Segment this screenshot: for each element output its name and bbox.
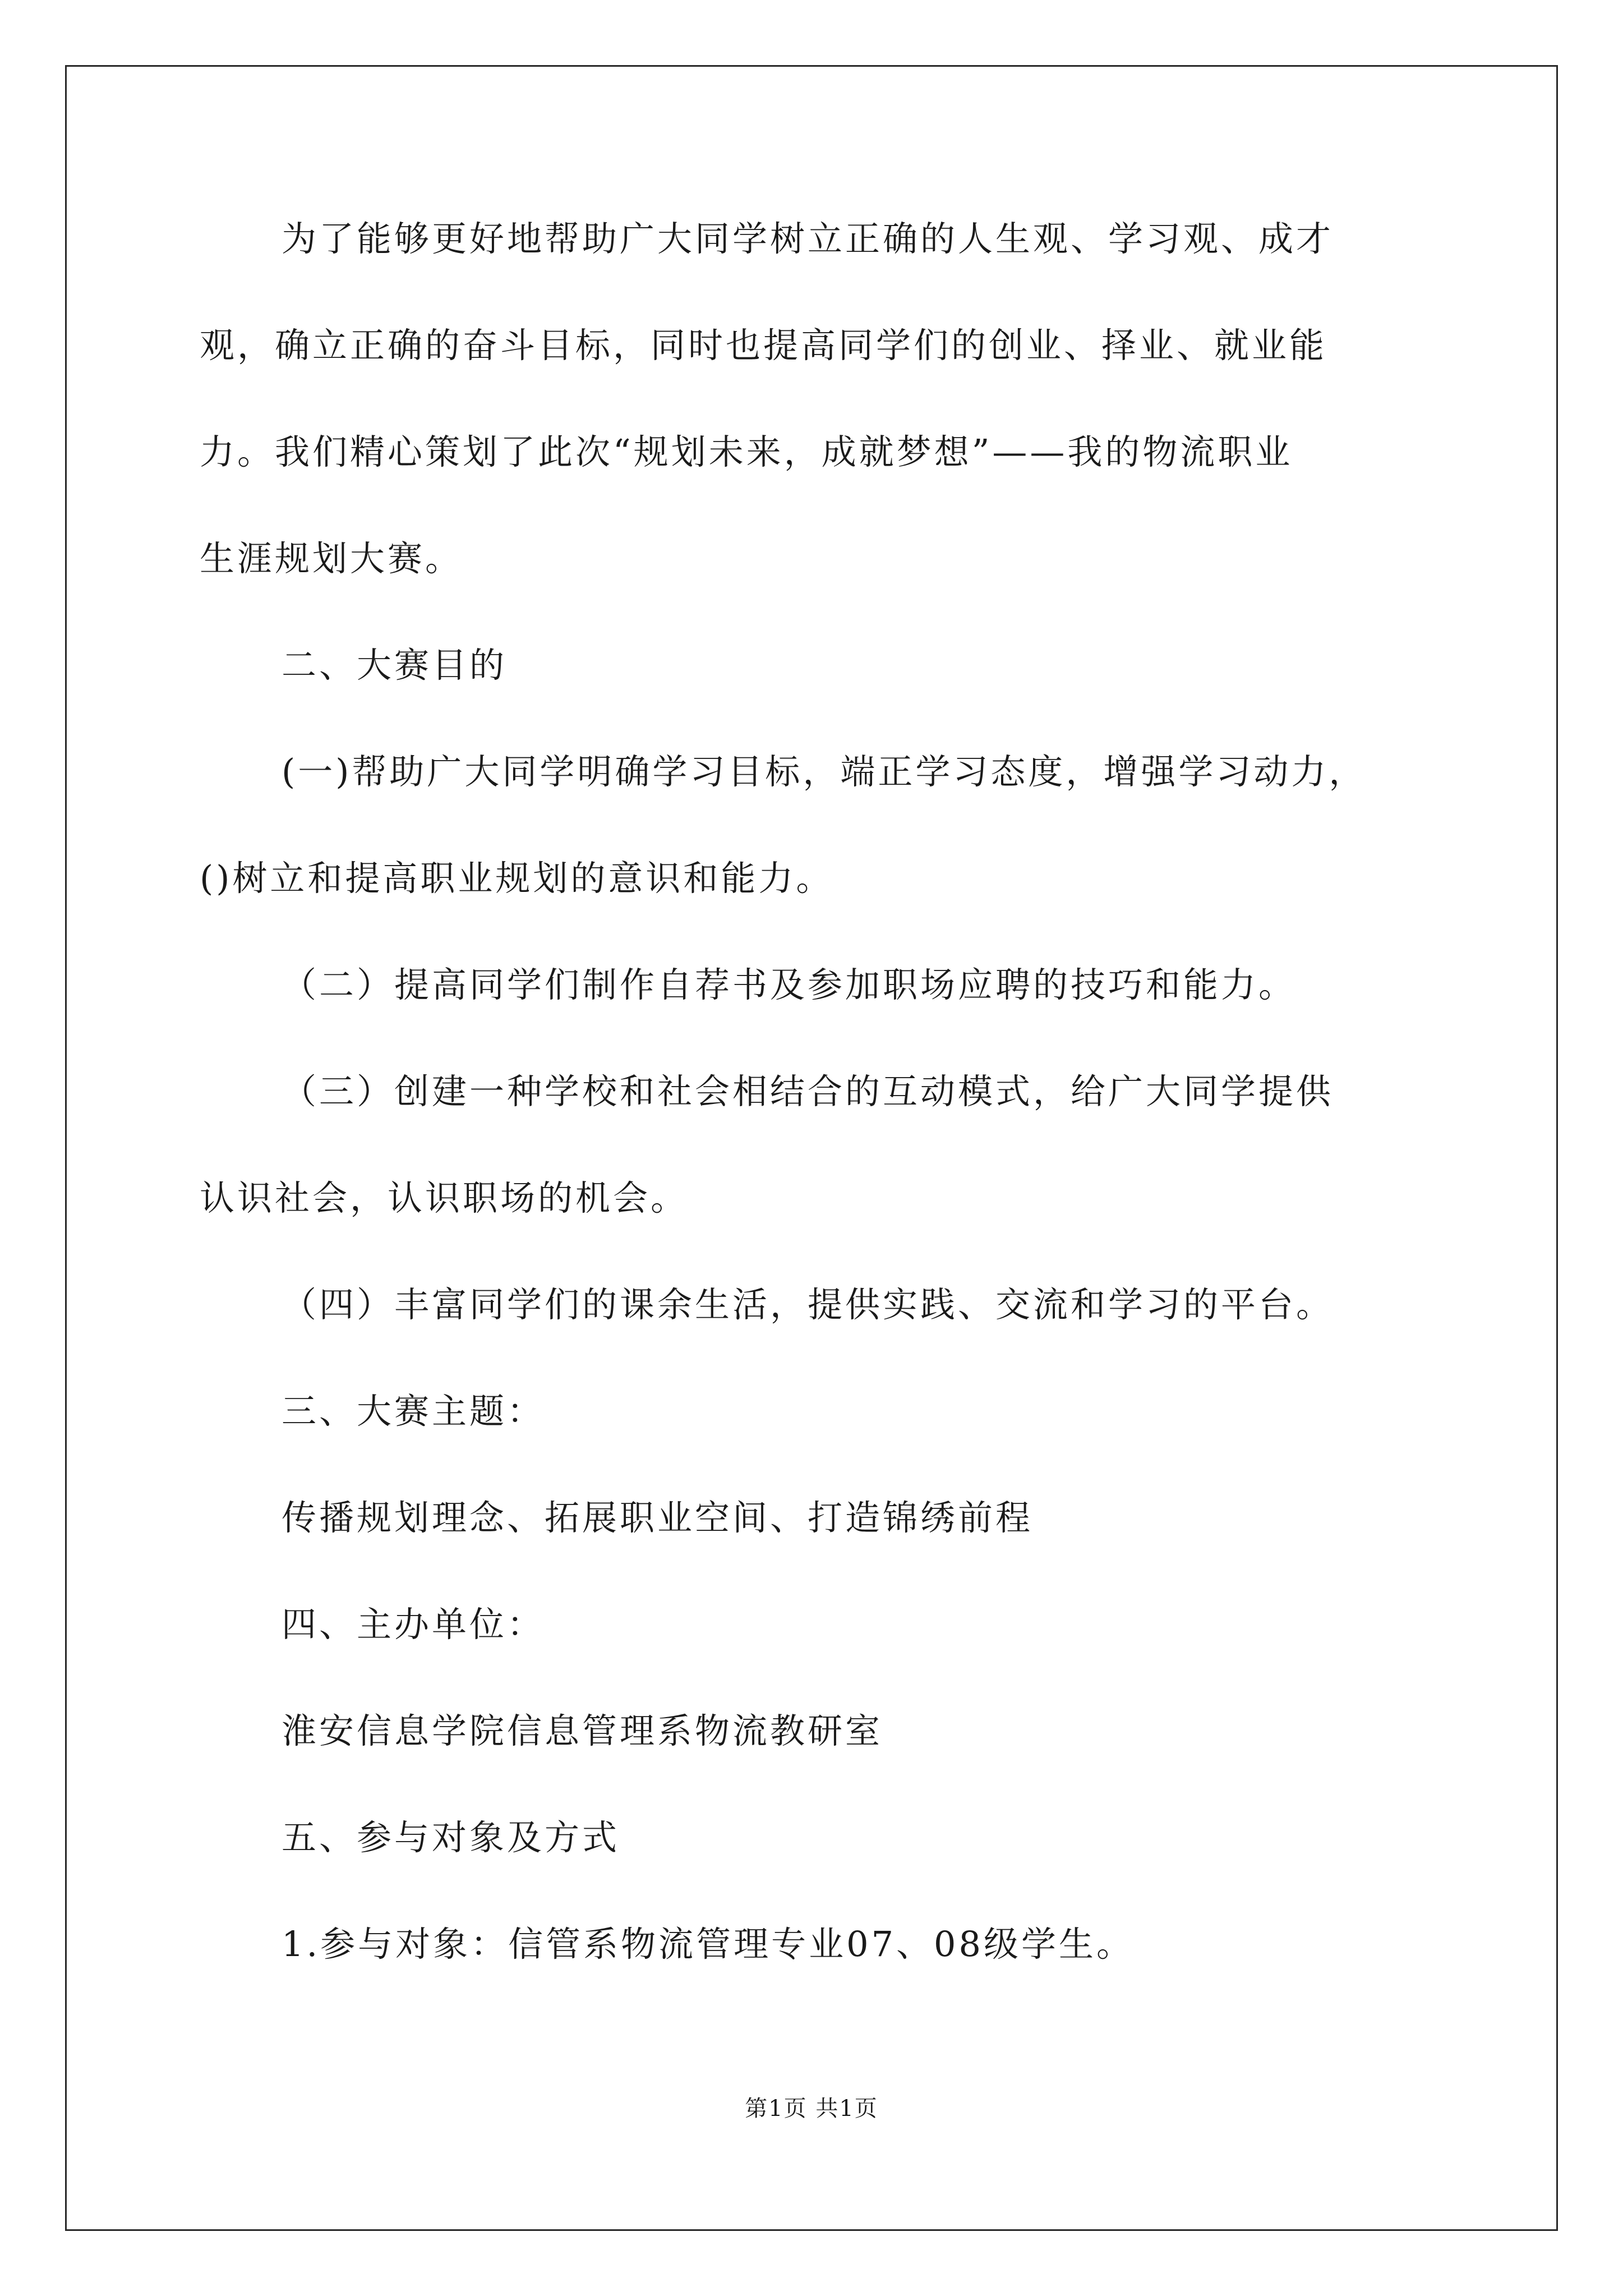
paragraph-line: 认识社会，认识职场的机会。 bbox=[200, 1177, 689, 1218]
section-heading: 四、主办单位： bbox=[282, 1604, 545, 1645]
paragraph-line: （二）提高同学们制作自荐书及参加职场应聘的技巧和能力。 bbox=[282, 964, 1297, 1005]
paragraph-line: （三）创建一种学校和社会相结合的互动模式，给广大同学提供 bbox=[282, 1071, 1334, 1112]
paragraph-line: ()树立和提高职业规划的意识和能力。 bbox=[200, 858, 834, 899]
section-heading: 二、大赛目的 bbox=[282, 645, 508, 685]
paragraph-line: 为了能够更好地帮助广大同学树立正确的人生观、学习观、成才 bbox=[282, 218, 1334, 259]
paragraph-line: 1.参与对象：信管系物流管理专业07、08级学生。 bbox=[282, 1924, 1134, 1964]
paragraph-line: (一)帮助广大同学明确学习目标，端正学习态度，增强学习动力， bbox=[282, 751, 1367, 792]
paragraph-line: 力。我们精心策划了此次“规划未来，成就梦想”——我的物流职业 bbox=[200, 431, 1293, 472]
section-heading: 三、大赛主题： bbox=[282, 1391, 545, 1432]
paragraph-line: （四）丰富同学们的课余生活，提供实践、交流和学习的平台。 bbox=[282, 1284, 1334, 1325]
page-footer: 第1页 共1页 bbox=[745, 2096, 878, 2122]
paragraph-line: 传播规划理念、拓展职业空间、打造锦绣前程 bbox=[282, 1497, 1034, 1538]
paragraph-line: 观，确立正确的奋斗目标，同时也提高同学们的创业、择业、就业能 bbox=[200, 325, 1327, 366]
paragraph-line: 淮安信息学院信息管理系物流教研室 bbox=[282, 1710, 883, 1751]
paragraph-line: 生涯规划大赛。 bbox=[200, 538, 463, 579]
section-heading: 五、参与对象及方式 bbox=[282, 1817, 620, 1858]
page-border bbox=[65, 65, 1558, 2231]
